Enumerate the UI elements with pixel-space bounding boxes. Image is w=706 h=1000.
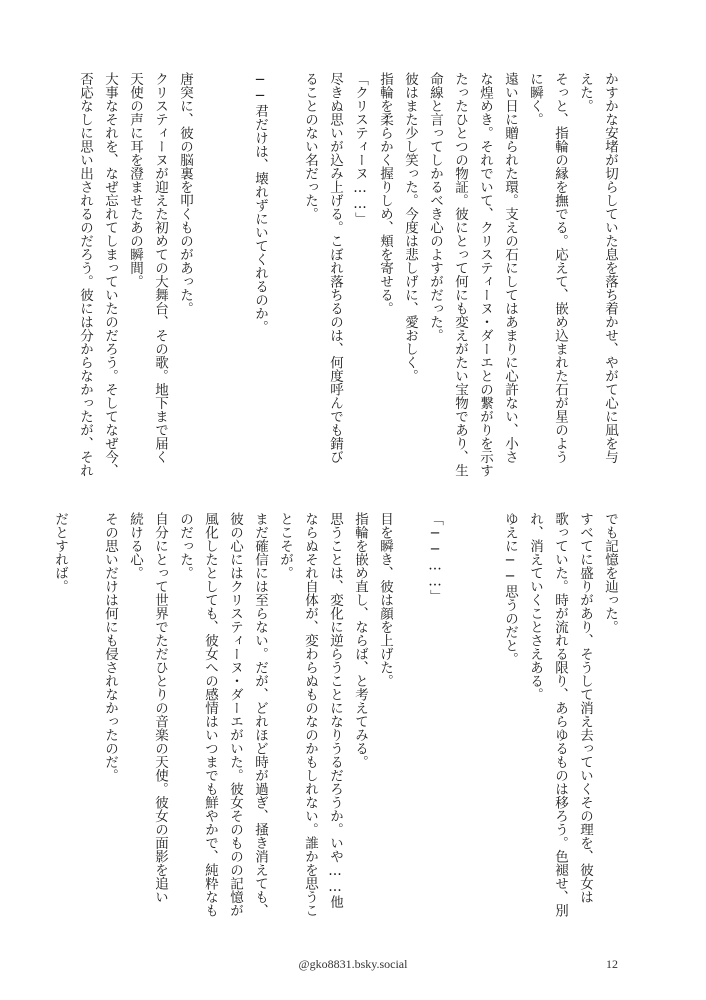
text-line: その思いだけは何にも侵されなかったのだ。 xyxy=(102,512,118,782)
text-line: 尽きぬ思いが込み上げる。こぼれ落ちるのは、何度呼んでも錆び xyxy=(327,72,343,464)
text-line: のだった。 xyxy=(177,512,193,580)
text-line: まだ確信には至らない。だが、どれほど時が過ぎ、掻き消えても、 xyxy=(252,512,268,917)
page-number: 12 xyxy=(606,957,618,971)
text-line: 指輪を嵌め直し、ならば、と考えてみる。 xyxy=(352,512,368,769)
text-line: れ、消えていくことさえある。 xyxy=(527,512,543,701)
text-line: えた。 xyxy=(577,72,593,113)
text-line: 思うことは、変化に逆らうことになりうるだろうか。いや……他 xyxy=(327,512,343,909)
text-line: ならぬそれ自体が、変わらぬものなのかもしれない。誰かを思うこ xyxy=(302,512,318,917)
text-line: に瞬く。 xyxy=(527,72,543,126)
text-line: 彼はまた少し笑った。今度は悲しげに、愛おしく。 xyxy=(402,72,418,383)
text-line: 歌っていた。時が流れる限り、あらゆるものは移ろう。色褪せ、別 xyxy=(552,512,568,917)
text-line: 大事なそれを、なぜ忘れてしまっていたのだろう。そしてなぜ今、 xyxy=(102,72,118,477)
text-line: 指輪を柔らかく握りしめ、頬を寄せる。 xyxy=(377,72,393,315)
text-line: 彼の心にはクリスティーヌ・ダーエがいた。彼女そのものの記憶が xyxy=(227,512,243,917)
text-line: 「クリスティーヌ……」 xyxy=(352,72,368,226)
text-line: でも記憶を辿った。 xyxy=(602,512,618,634)
blank-line xyxy=(72,512,97,932)
text-line: かすかな安堵が切らしていた息を落ち着かせ、やがて心に凪を与 xyxy=(602,72,618,464)
blank-line xyxy=(447,512,472,932)
text-line: たったひとつの物証。彼にとって何にも変えがたい宝物であり、生 xyxy=(452,72,468,477)
text-line: 続ける心。 xyxy=(127,512,143,580)
text-line: 否応なしに思い出されるのだろう。彼には分からなかったが、それ xyxy=(77,72,93,477)
text-line: とこそが。 xyxy=(277,512,293,580)
text-block-top xyxy=(72,72,622,492)
blank-line xyxy=(222,72,247,492)
text-line: すべてに盛りがあり、そうして消え去っていくその理を、彼女は xyxy=(577,512,593,904)
blank-line xyxy=(472,512,497,932)
author-handle: @gko8831.bsky.social xyxy=(298,957,408,971)
text-line: ゆえに──思うのだと。 xyxy=(502,512,518,666)
text-line: だとすれば。 xyxy=(52,512,68,593)
blank-line xyxy=(272,72,297,492)
text-line: ──君だけは、壊れずにいてくれるのか。 xyxy=(252,72,268,334)
text-line: 「──……」 xyxy=(427,512,443,603)
text-line: そっと、指輪の縁を撫でる。応えて、嵌め込まれた石が星のよう xyxy=(552,72,568,464)
text-line: 天使の声に耳を澄ませたあの瞬間。 xyxy=(127,72,143,288)
text-line: ることのない名だった。 xyxy=(302,72,318,221)
blank-line xyxy=(397,512,422,932)
text-block-bottom xyxy=(47,512,622,932)
text-line: 目を瞬き、彼は顔を上げた。 xyxy=(377,512,393,688)
text-line: 命線と言ってしかるべき心のよすがだった。 xyxy=(427,72,443,342)
text-line: クリスティーヌが迎えた初めての大舞台、その歌。地下まで届く xyxy=(152,72,168,464)
text-line: 風化したとしても、彼女への感情はいつまでも鮮やかで、純粋なも xyxy=(202,512,218,917)
blank-line xyxy=(197,72,222,492)
text-line: 唐突に、彼の脳裏を叩くものがあった。 xyxy=(177,72,193,315)
text-line: な煌めき。それでいて、クリスティーヌ・ダーエとの繋がりを示す xyxy=(477,72,493,477)
text-line: 遠い日に贈られた環。支えの石にしてはあまりに心許ない、小さ xyxy=(502,72,518,464)
text-line: 自分にとって世界でただひとりの音楽の天使。彼女の面影を追い xyxy=(152,512,168,904)
